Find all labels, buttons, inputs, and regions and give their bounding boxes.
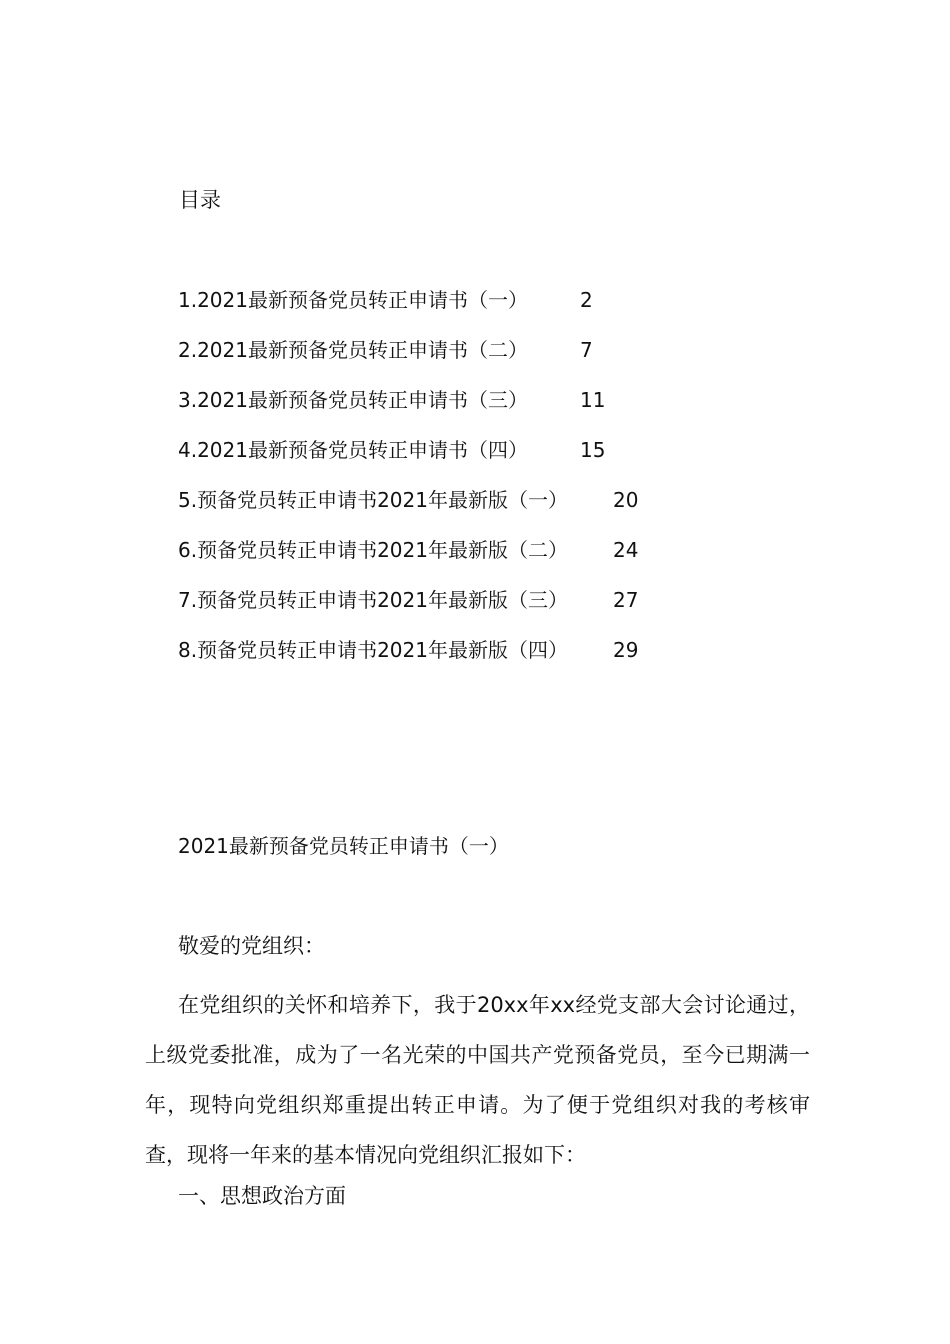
toc-item-page: 20 [613, 488, 639, 512]
toc-item[interactable] [178, 536, 639, 586]
toc-item-page: 15 [580, 438, 606, 462]
toc-item-page: 7 [580, 338, 593, 362]
toc-heading: 目录 [179, 188, 221, 212]
salutation: 敬爱的党组织： [178, 934, 325, 958]
section-heading: 一、思想政治方面 [178, 1184, 346, 1208]
document-title: 2021最新预备党员转正申请书（一） [178, 834, 509, 858]
toc-item[interactable] [178, 336, 593, 386]
toc-item-title: 5.预备党员转正申请书2021年最新版（一） [178, 488, 568, 512]
toc-item-title: 1.2021最新预备党员转正申请书（一） [178, 288, 528, 312]
toc-item[interactable] [178, 436, 606, 486]
toc-item-page: 29 [613, 638, 639, 662]
toc-item[interactable] [178, 636, 639, 686]
toc-list [178, 286, 639, 686]
toc-item-page: 27 [613, 588, 639, 612]
toc-item-title: 2.2021最新预备党员转正申请书（二） [178, 338, 528, 362]
body-paragraph: 在党组织的关怀和培养下，我于20xx年xx经党支部大会讨论通过，上级党委批准，成为了一名光荣的中国共产党预备党员，至今已期满一年，现特向党组织郑重提出转正申请。为了便于党组织对我的考核审查，现将一年来的基本情况向党组织汇报如下： [145, 993, 810, 1167]
toc-item-title: 7.预备党员转正申请书2021年最新版（三） [178, 588, 568, 612]
toc-item[interactable] [178, 586, 639, 636]
toc-item-page: 2 [580, 288, 593, 312]
toc-item-title: 8.预备党员转正申请书2021年最新版（四） [178, 638, 568, 662]
toc-item-title: 6.预备党员转正申请书2021年最新版（二） [178, 538, 568, 562]
toc-item[interactable] [178, 486, 639, 536]
toc-item-page: 11 [580, 388, 606, 412]
toc-item-page: 24 [613, 538, 639, 562]
toc-item[interactable] [178, 386, 606, 436]
toc-item[interactable] [178, 286, 593, 336]
toc-item-title: 3.2021最新预备党员转正申请书（三） [178, 388, 528, 412]
toc-item-title: 4.2021最新预备党员转正申请书（四） [178, 438, 528, 462]
